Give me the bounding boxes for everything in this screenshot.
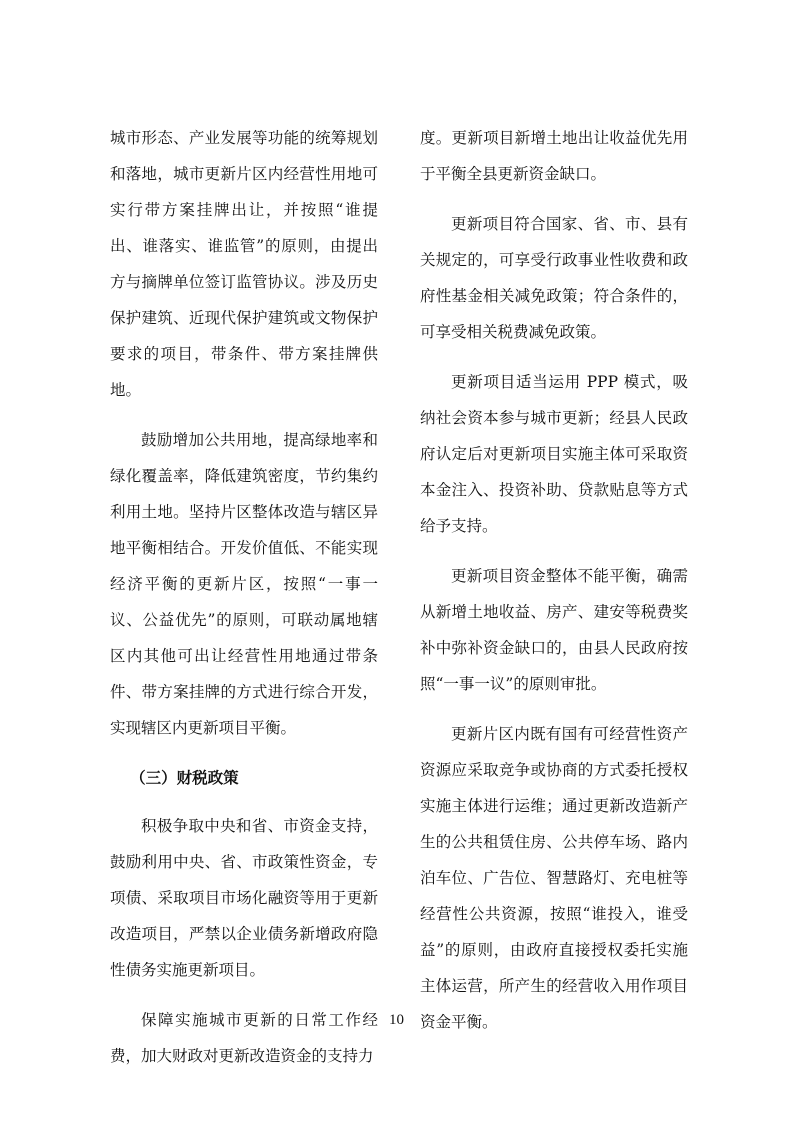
paragraph: 更新项目适当运用 PPP 模式，吸纳社会资本参与城市更新；经县人民政府认定后对更新项目实施主体可采取资本金注入、投资补助、贷款贴息等方式给予支持。	[420, 373, 688, 535]
left-column	[110, 120, 378, 1088]
paragraph: 更新片区内既有国有可经营性资产资源应采取竞争或协商的方式委托授权实施主体进行运维；通过更新改造新产生的公共租赁住房、公共停车场、路内泊车位、广告位、智慧路灯、充电桩等经营性公共资源，按照“谁投入，谁受益”的原则，由政府直接授权委托实施主体运营，所产生的经营收入用作项目资金平衡。	[420, 725, 688, 1031]
right-column	[420, 120, 688, 1054]
section-heading: （三）财税政策	[130, 769, 239, 787]
paragraph: 更新项目符合国家、省、市、县有关规定的，可享受行政事业性收费和政府性基金相关减免政策；符合条件的，可享受相关税费减免政策。	[420, 215, 688, 341]
paragraph: 保障实施城市更新的日常工作经费，加大财政对更新改造资金的支持力	[110, 1011, 378, 1065]
paragraph: 度。更新项目新增土地出让收益优先用于平衡全县更新资金缺口。	[420, 129, 688, 183]
paragraph: 更新项目资金整体不能平衡，确需从新增土地收益、房产、建安等税费奖补中弥补资金缺口的，由县人民政府按照“一事一议”的原则审批。	[420, 567, 688, 693]
paragraph: 鼓励增加公共用地，提高绿地率和绿化覆盖率，降低建筑密度，节约集约利用土地。坚持片区整体改造与辖区异地平衡相结合。开发价值低、不能实现经济平衡的更新片区，按照“一事一议、公益优先”的原则，可联动属地辖区内其他可出让经营性用地通过带条件、带方案挂牌的方式进行综合开发，实现辖区内更新项目平衡。	[110, 431, 378, 737]
page-number: 10	[389, 1012, 404, 1028]
paragraph: 积极争取中央和省、市资金支持，鼓励利用中央、省、市政策性资金，专项债、采取项目市场化融资等用于更新改造项目，严禁以企业债务新增政府隐性债务实施更新项目。	[110, 817, 378, 979]
paragraph: 城市形态、产业发展等功能的统筹规划和落地，城市更新片区内经营性用地可实行带方案挂牌出让，并按照“谁提出、谁落实、谁监管”的原则，由提出方与摘牌单位签订监管协议。涉及历史保护建筑、近现代保护建筑或文物保护要求的项目，带条件、带方案挂牌供地。	[110, 129, 378, 399]
